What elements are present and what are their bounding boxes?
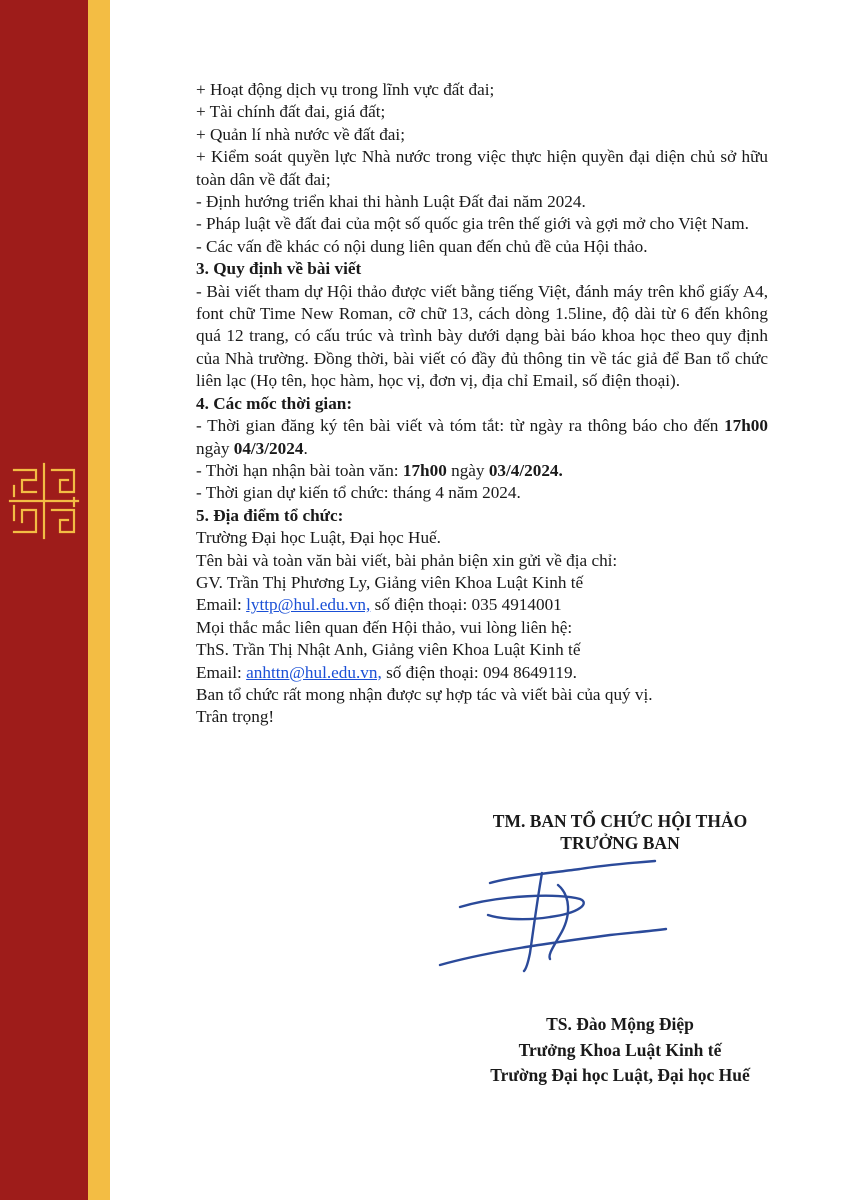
signatory-org: Trường Đại học Luật, Đại học Huế	[490, 1065, 750, 1085]
contact2-email-link[interactable]: anhttn@hul.edu.vn,	[246, 662, 382, 682]
topic-item: + Hoạt động dịch vụ trong lĩnh vực đất đai;	[196, 80, 495, 99]
contact1-line: Email: lyttp@hul.edu.vn, số điện thoại: 035 4914001	[196, 595, 562, 615]
handwritten-signature	[430, 855, 670, 975]
contact1-email-link[interactable]: lyttp@hul.edu.vn,	[246, 595, 371, 615]
send-instructions: Tên bài và toàn văn bài viết, bài phản biện xin gửi về địa chỉ:	[196, 550, 618, 570]
lattice-motif-icon	[8, 462, 80, 540]
section3-body: - Bài viết tham dự Hội thảo được viết bằng tiếng Việt, đánh máy trên khổ giấy A4, font chữ Time New Roman, cỡ chữ 13, cách dòng 1.5line, độ dài từ 6 đến không quá 12 trang, có cấu trúc và trình bày dưới dạng bài báo khoa học theo quy định của Nhà trường. Đồng thời, bài viết có đầy đủ thông tin về tác giả để Ban tổ chức liên lạc (Họ tên, học hàm, học vị, đơn vị, địa chỉ Email, số điện thoại).	[196, 281, 768, 391]
topic-item: - Các vấn đề khác có nội dung liên quan đến chủ đề của Hội thảo.	[196, 236, 648, 256]
deadline-registration: - Thời gian đăng ký tên bài viết và tóm tắt: từ ngày ra thông báo cho đến 17h00 ngày 04/3/2024.	[196, 416, 768, 458]
inquiry-text: Mọi thắc mắc liên quan đến Hội thảo, vui lòng liên hệ:	[196, 617, 573, 637]
signatory-block	[420, 1012, 820, 1089]
regards-text: Trân trọng!	[196, 707, 275, 727]
on-behalf-label: TM. BAN TỔ CHỨC HỘI THẢO	[492, 811, 748, 831]
signatory-name: TS. Đào Mộng Điệp	[546, 1014, 694, 1034]
section3-heading: 3. Quy định về bài viết	[196, 259, 362, 279]
topic-item: + Kiểm soát quyền lực Nhà nước trong việc thực hiện quyền đại diện chủ sở hữu toàn dân về đất đai;	[196, 147, 768, 189]
section4-heading: 4. Các mốc thời gian:	[196, 393, 353, 413]
deadline-fulltext: - Thời hạn nhận bài toàn văn: 17h00 ngày 03/4/2024.	[196, 460, 563, 480]
letter-body	[196, 79, 768, 729]
expected-date: - Thời gian dự kiến tổ chức: tháng 4 năm 2024.	[196, 483, 521, 503]
topic-item: - Pháp luật về đất đai của một số quốc gia trên thế giới và gợi mở cho Việt Nam.	[196, 214, 749, 234]
topic-item: + Quản lí nhà nước về đất đai;	[196, 124, 405, 144]
signatory-header	[420, 810, 820, 854]
role-label: TRƯỞNG BAN	[560, 833, 680, 853]
topic-item: + Tài chính đất đai, giá đất;	[196, 102, 386, 122]
closing-text: Ban tổ chức rất mong nhận được sự hợp tác và viết bài của quý vị.	[196, 684, 653, 704]
topic-item: - Định hướng triển khai thi hành Luật Đất đai năm 2024.	[196, 192, 586, 212]
contact1-name: GV. Trần Thị Phương Ly, Giảng viên Khoa Luật Kinh tế	[196, 572, 584, 592]
venue: Trường Đại học Luật, Đại học Huế.	[196, 528, 441, 548]
contact2-line: Email: anhttn@hul.edu.vn, số điện thoại: 094 8649119.	[196, 662, 577, 682]
section5-heading: 5. Địa điểm tổ chức:	[196, 505, 344, 525]
contact2-name: ThS. Trần Thị Nhật Anh, Giảng viên Khoa Luật Kinh tế	[196, 640, 581, 660]
signatory-title: Trưởng Khoa Luật Kinh tế	[518, 1039, 722, 1060]
